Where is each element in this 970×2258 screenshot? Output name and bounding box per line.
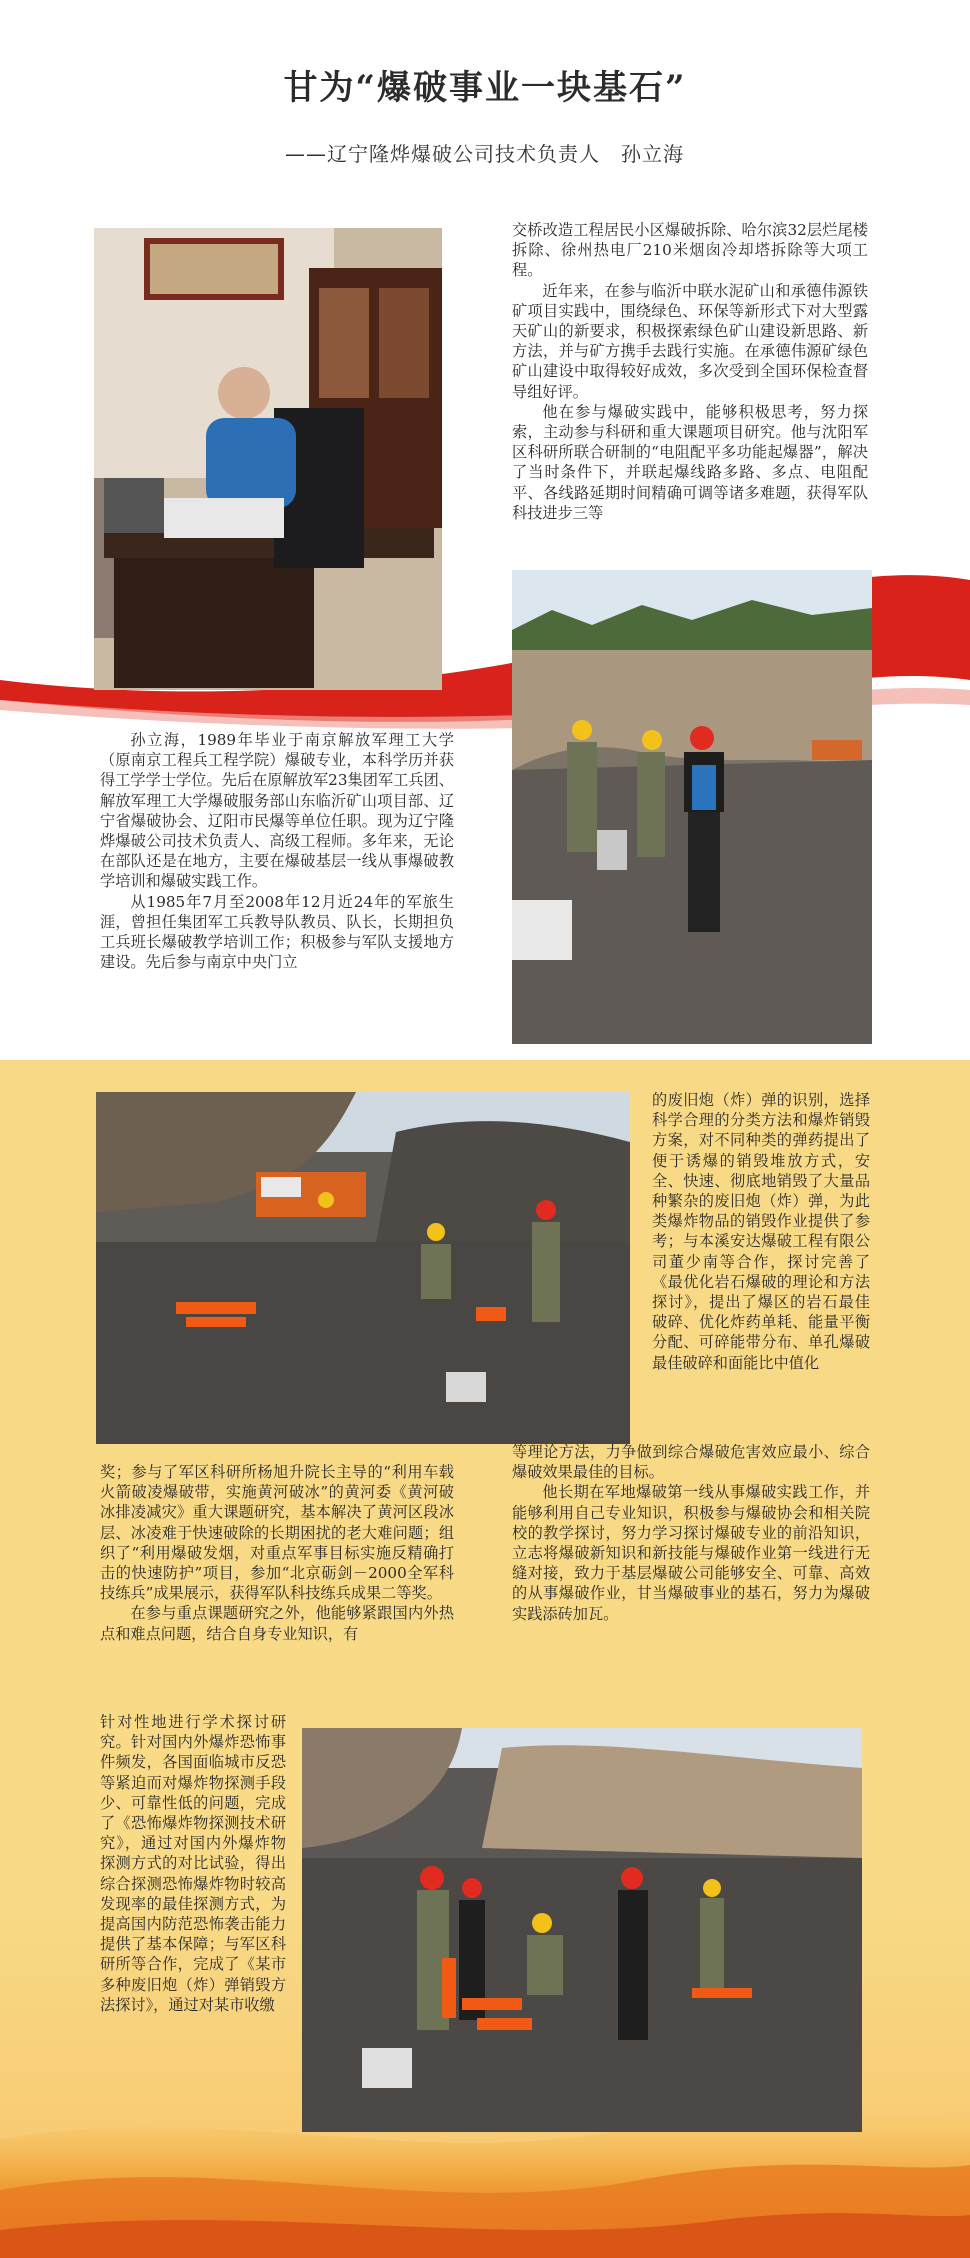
paragraph: 针对性地进行学术探讨研究。针对国内外爆炸恐怖事件频发，各国面临城市反恐等紧迫而对爆炸物探测手段少、可靠性低的问题，完成了《恐怖爆炸物探测技术研究》，通过对国内外爆炸物探测方式的对比试验，得出综合探测恐怖爆炸物时较高发现率的最佳探测方式，为提高国内防范恐怖袭击能力提供了基本保障；与军区科研所等合作，完成了《某市多种废旧炮（炸）弹销毁方法探讨》，通过对某市收缴 [100,1713,286,2014]
left-middle-text-block [100,1462,454,1644]
article-subtitle: ——辽宁隆烨爆破公司技术负责人 孙立海 [285,142,684,166]
article-title: 甘为“爆破事业一块基石” [283,68,687,108]
paragraph: 从1985年7月至2008年12月近24年的军旅生涯，曾担任集团军工兵教导队教员、队长，长期担负工兵班长爆破教学培训工作；积极参与军队支援地方建设。先后参与南京中央门立 [100,892,454,972]
quarry-site-photo [512,570,872,1044]
explosive-disposal-photo [302,1728,862,2132]
office-photo-icon [94,228,442,690]
office-photo [94,228,442,690]
left-column-bio-text [100,730,454,972]
quarry-site-photo-icon [512,570,872,1044]
explosive-disposal-photo-icon [302,1728,862,2132]
right-column-top-text [512,220,868,523]
blasting-team-photo-icon [96,1092,630,1444]
right-narrow-text-block [652,1090,870,1373]
paragraph: 的废旧炮（炸）弹的识别，选择科学合理的分类方法和爆炸销毁方案，对不同种类的弹药提出了便于诱爆的销毁堆放方式，安全、快速、彻底地销毁了大量品种繁杂的废旧炮（炸）弹，为此类爆炸物品的销毁作业提供了参考；与本溪安达爆破工程有限公司董少南等合作，探讨完善了《最优化岩石爆破的理论和方法探讨》，提出了爆区的岩石最佳破碎、优化炸药单耗、能量平衡分配、可碎能带分布、单孔爆破最佳破碎和面能比中值化 [652,1091,870,1372]
blasting-team-photo [96,1092,630,1444]
paragraph: 等理论方法，力争做到综合爆破危害效应最小、综合爆破效果最佳的目标。 [512,1443,870,1482]
paragraph: 交桥改造工程居民小区爆破拆除、哈尔滨32层烂尾楼拆除、徐州热电厂210米烟囱冷却塔拆除等大项工程。 [512,221,868,280]
paragraph: 他长期在军地爆破第一线从事爆破实践工作，并能够利用自己专业知识，积极参与爆破协会和相关院校的教学探讨，努力学习探讨爆破专业的前沿知识，立志将爆破新知识和新技能与爆破作业第一线进行无缝对接，致力于基层爆破公司能够安全、可靠、高效的从事爆破作业，甘当爆破事业的基石，努力为爆破实践添砖加瓦。 [512,1483,870,1623]
paragraph: 近年来，在参与临沂中联水泥矿山和承德伟源铁矿项目实践中，围绕绿色、环保等新形式下对大型露天矿山的新要求，积极探索绿色矿山建设新思路、新方法，并与矿方携手去践行实施。在承德伟源矿绿色矿山建设中取得较好成效，多次受到全国环保检查督导组好评。 [512,281,868,401]
paragraph: 孙立海，1989年毕业于南京解放军理工大学（原南京工程兵工程学院）爆破专业，本科学历并获得工学学士学位。先后在原解放军23集团军工兵团、解放军理工大学爆破服务部山东临沂矿山项目部、辽宁省爆破协会、辽阳市民爆等单位任职。现为辽宁隆烨爆破公司技术负责人、高级工程师。多年来，无论在部队还是在地方，主要在爆破基层一线从事爆破教学培训和爆破实践工作。 [100,731,454,891]
right-middle-text-block [512,1442,870,1624]
paragraph: 在参与重点课题研究之外，他能够紧跟国内外热点和难点问题，结合自身专业知识，有 [100,1604,454,1643]
paragraph: 奖；参与了军区科研所杨旭升院长主导的“利用车载火箭破凌爆破带，实施黄河破冰”的黄河委《黄河破冰排凌减灾》重大课题研究，基本解决了黄河区段冰层、冰凌难于快速破除的长期困扰的老大难问题；组织了“利用爆破发烟，对重点军事目标实施反精确打击的快速防护”项目，参加“北京砺剑－2000全军科技练兵”成果展示，获得军队科技练兵成果二等奖。 [100,1463,454,1603]
paragraph: 他在参与爆破实践中，能够积极思考，努力探索，主动参与科研和重大课题项目研究。他与沈阳军区科研所联合研制的“电阻配平多功能起爆器”，解决了当时条件下，并联起爆线路多路、多点、电阻配平、各线路延期时间精确可调等诸多难题，获得军队科技进步三等 [512,402,868,522]
left-narrow-text-block [100,1712,286,2015]
